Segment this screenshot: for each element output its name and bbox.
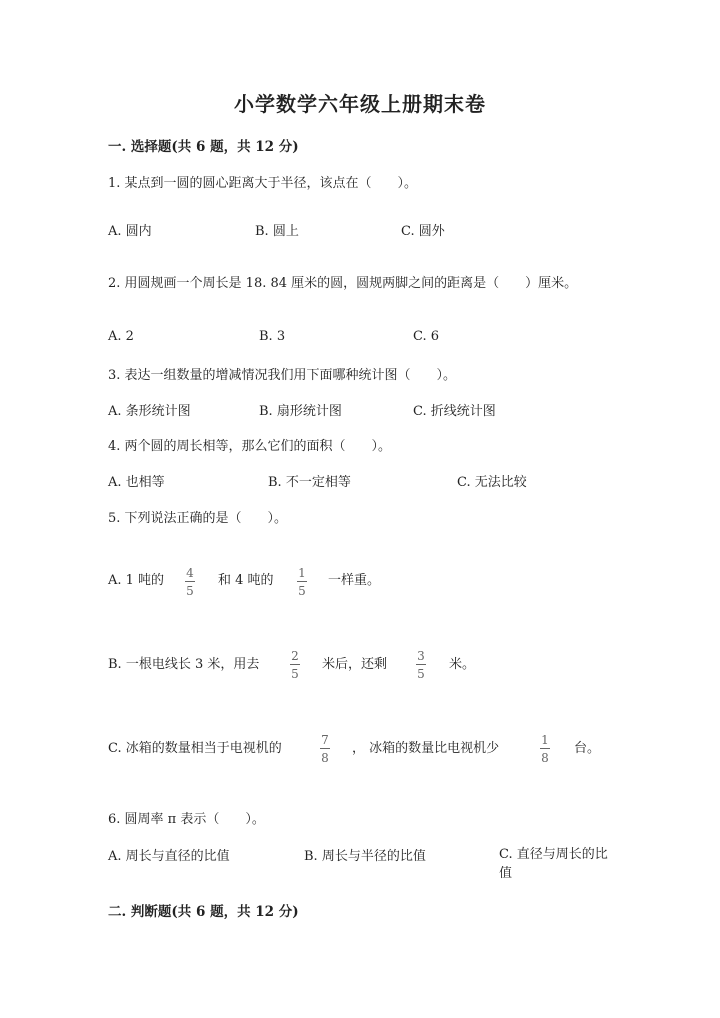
question-5-option-c-fraction-1 [318,733,332,765]
question-4-text: 4. 两个圆的周长相等，那么它们的面积（ ）。 [108,439,392,454]
question-5-option-a-fraction-2 [295,566,309,598]
question-2-option-a: A. 2 [108,329,134,344]
question-4-option-a: A. 也相等 [108,475,165,490]
question-6-option-a: A. 周长与直径的比值 [108,849,230,864]
question-1-option-c: C. 圆外 [401,224,445,239]
numerator: 7 [321,733,329,747]
fraction-bar [185,581,195,582]
fraction-bar [320,748,330,749]
fraction-bar [416,664,426,665]
question-5-text: 5. 下列说法正确的是（ ）。 [108,511,288,526]
question-5-option-c-part-1: C. 冰箱的数量相当于电视机的 [108,741,282,756]
question-3-text: 3. 表达一组数量的增减情况我们用下面哪种统计图（ ）。 [108,368,457,383]
question-6-text: 6. 圆周率 π 表示（ ）。 [108,812,265,827]
question-2-option-c: C. 6 [413,329,440,344]
numerator: 2 [291,649,299,663]
question-6-option-b: B. 周长与半径的比值 [304,849,426,864]
question-5-option-b-part-2: 米后，还剩 [322,657,388,672]
question-6-option-c: C. 直径与周长的比值 [499,847,608,881]
question-5-option-a-part-2: 和 4 吨的 [218,573,274,588]
denominator: 8 [321,751,329,765]
denominator: 5 [417,667,425,681]
numerator: 4 [186,566,194,580]
question-2-text: 2. 用圆规画一个周长是 18. 84 厘米的圆，圆规两脚之间的距离是（ ）厘米。 [108,276,578,291]
question-1-option-a: A. 圆内 [108,224,152,239]
fraction-bar [297,581,307,582]
question-2-option-b: B. 3 [259,329,286,344]
question-5-option-b-part-1: B. 一根电线长 3 米，用去 [108,657,260,672]
question-5-option-a-fraction-1 [183,566,197,598]
question-1-text: 1. 某点到一圆的圆心距离大于半径，该点在（ ）。 [108,176,418,191]
question-5-option-b-part-3: 米。 [449,657,476,672]
question-5-option-a-part-3: 一样重。 [328,573,381,588]
denominator: 5 [186,584,194,598]
question-5-option-c-part-2: ， 冰箱的数量比电视机少 [352,741,500,756]
fraction-bar [290,664,300,665]
fraction-bar [540,748,550,749]
denominator: 5 [291,667,299,681]
denominator: 5 [298,584,306,598]
question-4-option-c: C. 无法比较 [457,475,527,490]
question-5-option-c-fraction-2 [538,733,552,765]
question-3-option-a: A. 条形统计图 [108,404,191,419]
question-5-option-c-part-3: 台。 [574,741,601,756]
question-3-option-b: B. 扇形统计图 [259,404,342,419]
numerator: 1 [298,566,306,580]
section-heading-choice: 一. 选择题(共 6 题，共 12 分) [108,139,299,155]
numerator: 1 [541,733,549,747]
numerator: 3 [417,649,425,663]
question-3-option-c: C. 折线统计图 [413,404,496,419]
page-title: 小学数学六年级上册期末卷 [234,92,486,116]
question-5-option-a-part-1: A. 1 吨的 [108,573,165,588]
question-5-option-b-fraction-2 [414,649,428,681]
question-4-option-b: B. 不一定相等 [268,475,351,490]
denominator: 8 [541,751,549,765]
question-1-option-b: B. 圆上 [255,224,299,239]
question-5-option-b-fraction-1 [288,649,302,681]
section-heading-judgement: 二. 判断题(共 6 题，共 12 分) [108,904,299,920]
